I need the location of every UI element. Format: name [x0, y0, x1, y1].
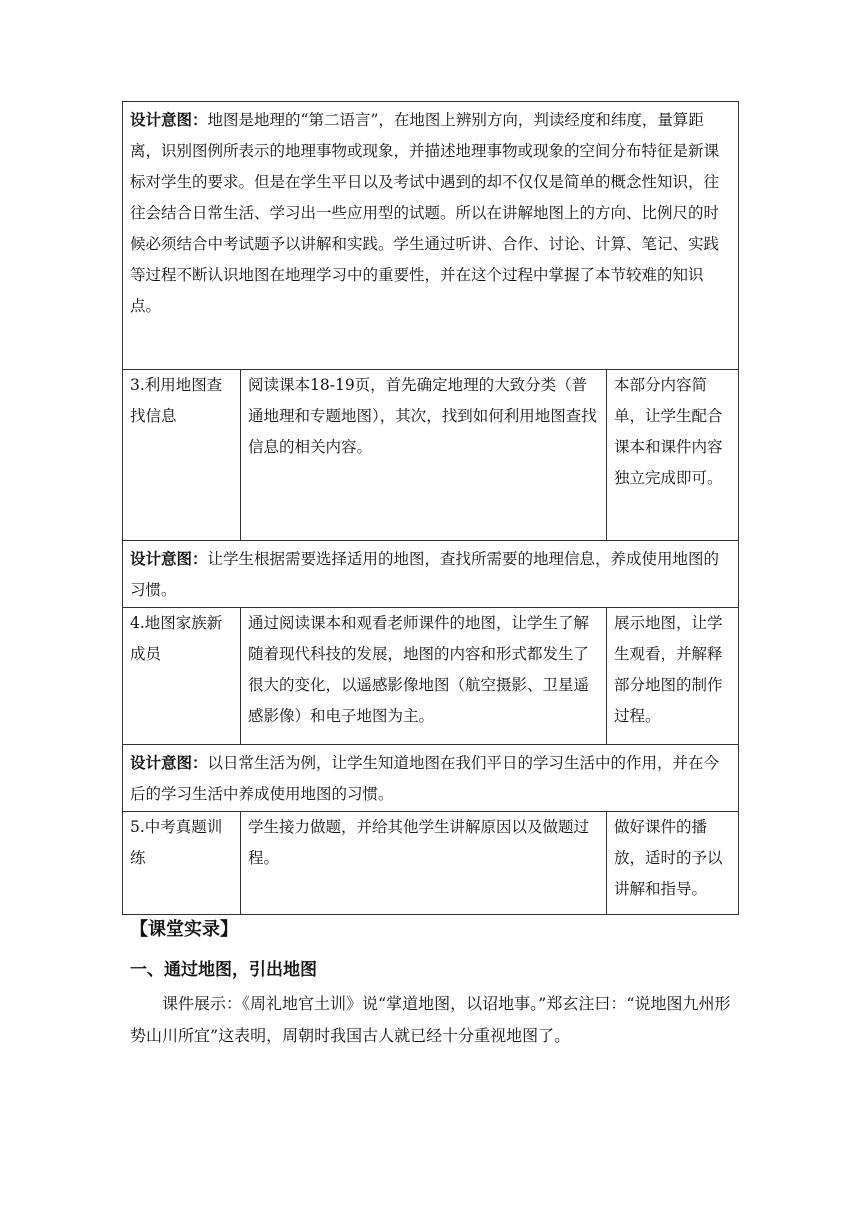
- teacher-activity-cell: [607, 608, 739, 745]
- design-intent-text: 以日常生活为例，让学生知道地图在我们平日的学习生活中的作用，并在今后的学习生活中养成使用地图的习惯。: [130, 754, 720, 803]
- teacher-activity-text: 本部分内容简单，让学生配合课本和课件内容独立完成即可。: [614, 376, 723, 487]
- table-row: [123, 812, 739, 915]
- student-activity-text: 学生接力做题，并给其他学生讲解原因以及做题过程。: [248, 818, 590, 867]
- step-label: 5.中考真题训练: [130, 818, 223, 867]
- design-intent-text: 让学生根据需要选择适用的地图，查找所需要的地理信息，养成使用地图的习惯。: [130, 550, 720, 599]
- design-intent-cell: [123, 541, 739, 608]
- table-row: [123, 102, 739, 370]
- teacher-activity-cell: [607, 812, 739, 915]
- design-intent-label: 设计意图：: [130, 754, 208, 772]
- record-subheading: 一、通过地图，引出地图: [130, 960, 317, 980]
- design-intent-cell: [123, 745, 739, 812]
- student-activity-cell: [241, 370, 607, 541]
- design-intent-label: 设计意图：: [130, 550, 208, 568]
- table-row: [123, 745, 739, 812]
- lesson-plan-table: [122, 101, 739, 915]
- table-row: [123, 541, 739, 608]
- teacher-activity-text: 做好课件的播放，适时的予以讲解和指导。: [614, 818, 723, 898]
- teacher-activity-cell: [607, 370, 739, 541]
- step-cell: [123, 812, 241, 915]
- step-label: 4.地图家族新成员: [130, 614, 223, 663]
- record-paragraph: 课件展示：《周礼地官土训》说“掌道地图，以诏地事。”郑玄注曰：“说地图九州形势山川所宜”这表明，周朝时我国古人就已经十分重视地图了。: [130, 994, 731, 1045]
- student-activity-text: 通过阅读课本和观看老师课件的地图，让学生了解随着现代科技的发展，地图的内容和形式都发生了很大的变化，以遥感影像地图（航空摄影、卫星遥感影像）和电子地图为主。: [248, 614, 590, 725]
- teacher-activity-text: 展示地图，让学生观看，并解释部分地图的制作过程。: [614, 614, 723, 725]
- step-cell: [123, 370, 241, 541]
- design-intent-cell: [123, 102, 739, 370]
- step-label: 3.利用地图查找信息: [130, 376, 223, 425]
- design-intent-text: 地图是地理的“第二语言”，在地图上辨别方向，判读经度和纬度，量算距离，识别图例所表示的地理事物或现象，并描述地理事物或现象的空间分布特征是新课标对学生的要求。但是在学生平日以及考试中遇到的却不仅仅是简单的概念性知识，往往会结合日常生活、学习出一些应用型的试题。所以在讲解地图上的方向、比例尺的时候必须结合中考试题予以讲解和实践。学生通过听讲、合作、讨论、计算、笔记、实践等过程不断认识地图在地理学习中的重要性，并在这个过程中掌握了本节较难的知识点。: [130, 111, 720, 315]
- table-row: [123, 370, 739, 541]
- record-heading: 【课堂实录】: [130, 919, 238, 940]
- table-row: [123, 608, 739, 745]
- student-activity-cell: [241, 812, 607, 915]
- step-cell: [123, 608, 241, 745]
- design-intent-label: 设计意图：: [130, 111, 208, 129]
- student-activity-cell: [241, 608, 607, 745]
- student-activity-text: 阅读课本18-19页，首先确定地理的大致分类（普通地理和专题地图），其次，找到如何利用地图查找信息的相关内容。: [248, 376, 597, 456]
